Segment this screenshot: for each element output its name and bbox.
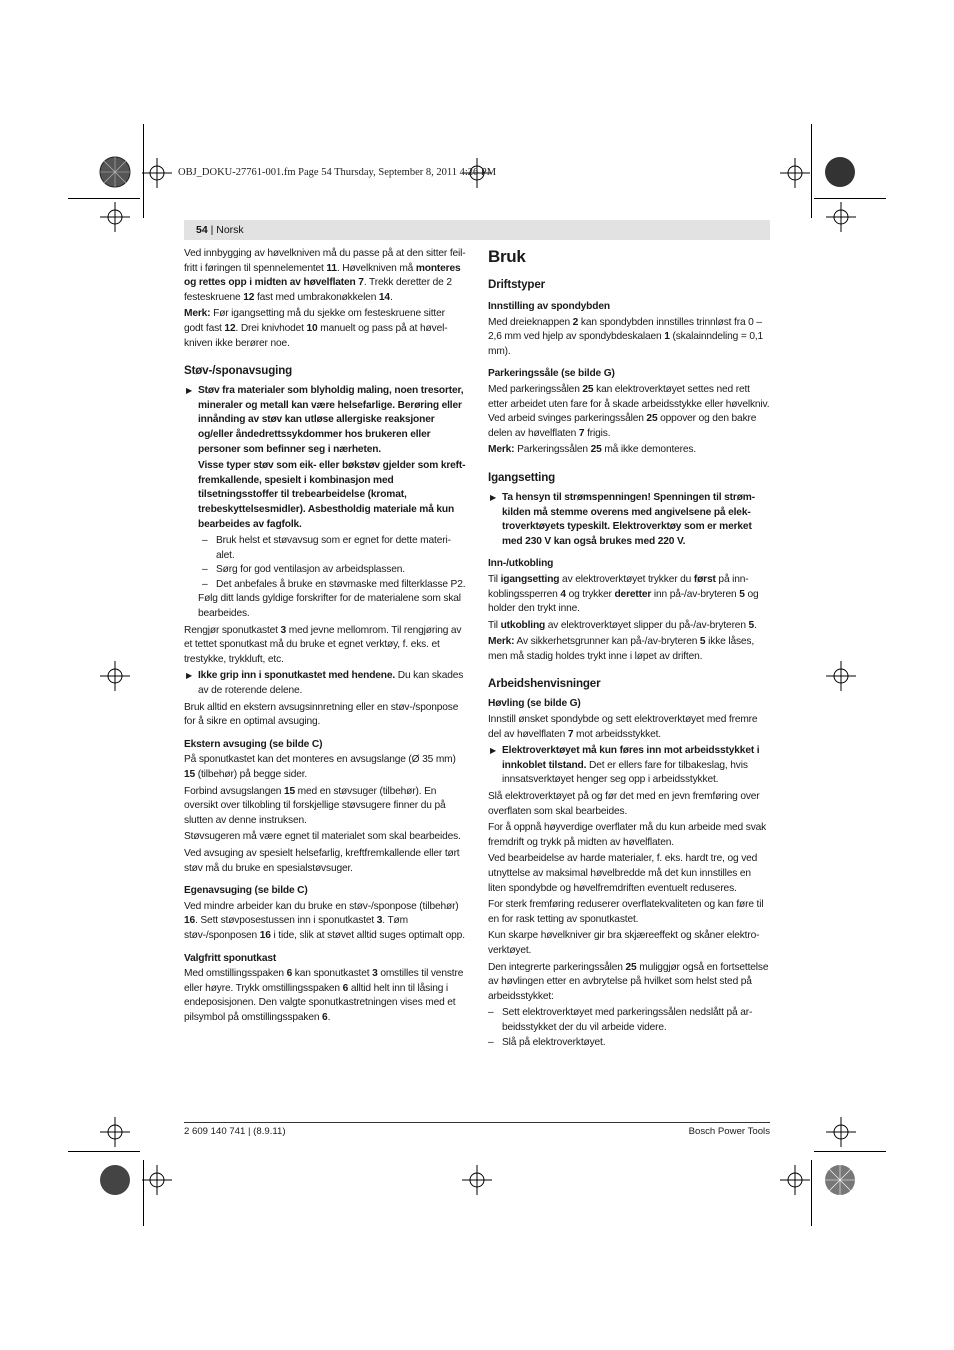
bold-text: Elektroverktøyet må kun føres inn mot arbeidsstykket i innkoblet tilstand.	[502, 745, 760, 771]
text-run: med en støvsuger (tilbehør). En oversikt over tilkobling til forskjellige støvsugere finner du på slutten av denne instruksen.	[184, 785, 446, 826]
paragraph: Bruk alltid en ekstern avsugsinnretning eller en støv-/sponpose for å sikre en optimal avsuging.	[184, 701, 459, 728]
text-run: av elektroverktøyet slipper du på-/av-bryteren	[545, 619, 749, 631]
crosshair-mark	[100, 202, 130, 232]
crop-line	[143, 1160, 144, 1226]
paragraph: Ved avsuging av spesielt helsefarlig, kreftfremkallende eller tørt støv må du bruke en spesialstøvsuger.	[184, 847, 460, 874]
text-run: . Drei knivhodet	[235, 322, 307, 334]
text-run: kan sponutkastet	[292, 968, 373, 980]
note-paragraph	[488, 443, 770, 458]
registration-mark-bottom-right	[820, 1158, 860, 1202]
registration-mark-top-left	[95, 150, 135, 194]
paragraph: Følg ditt lands gyldige forskrifter for de materialene som skal bearbeides.	[198, 593, 461, 620]
registration-mark-bottom-left	[95, 1158, 135, 1202]
text-run: .	[754, 619, 757, 631]
warning-text: Visse typer støv som eik- eller bøkstøv gjelder som kreftfremkallende, spesielt i kombinasjon med tilsetningsstoffer til trebearbeidelse (kromat, trebeskyttelsesmidler). Asbestholdig materiale må kun bearbeides av fagfolk.	[198, 460, 466, 530]
paragraph	[184, 785, 466, 829]
crop-line	[811, 1160, 812, 1226]
bold-text: 25	[582, 383, 594, 395]
text-run: Innstill ønsket spondybde og sett elektroverktøyet med fremre del av høvelflaten	[488, 714, 758, 740]
text-run: alltid helt inn til låsing i endeposisjonen. Den valgte sponutkastretningen vises med et pilsymbol på omstillingsspaken	[184, 982, 456, 1023]
print-header: OBJ_DOKU-27761-001.fm Page 54 Thursday, September 8, 2011 4:26 PM	[178, 167, 497, 178]
bold-text: 3	[280, 624, 287, 636]
text-run: (skalainndeling = 0,1 mm).	[488, 331, 764, 357]
page-number: 54	[196, 224, 208, 236]
bold-text: 6	[342, 982, 349, 994]
bold-text: 2	[572, 316, 579, 328]
text-run: Før igangsetting må du sjekke om festeskruene sitter godt fast	[184, 308, 445, 334]
paragraph	[184, 624, 466, 668]
bold-text: 25	[646, 413, 658, 425]
crop-line	[811, 124, 812, 218]
text-run: På sponutkastet kan det monteres en avsugslange (Ø 35 mm)	[184, 754, 456, 766]
paragraph	[184, 753, 466, 782]
bold-text: 16	[259, 929, 271, 941]
paragraph	[488, 573, 770, 617]
text-run: Med parkeringssålen	[488, 383, 583, 395]
bold-text: 12	[243, 291, 255, 303]
crop-line	[814, 1151, 886, 1152]
text-run: i tide, slik at støvet alltid suges optimalt opp.	[270, 929, 465, 941]
text-run: Forbind avsugslangen	[184, 785, 284, 797]
paragraph	[184, 900, 466, 944]
warning-bullet	[488, 491, 770, 549]
text-run: . Tøm støv-/sponposen	[184, 915, 408, 941]
paragraph	[184, 967, 466, 1025]
text-run: Rengjør sponutkastet	[184, 624, 281, 636]
right-column	[488, 247, 770, 1050]
paragraph: For å oppnå høyverdige overflater må du kun arbeide med svak fremdrift og trykk på midten av høvelflaten.	[488, 822, 767, 848]
bold-text: utkobling	[500, 619, 546, 631]
paragraph	[488, 619, 770, 634]
list-item: – Bruk helst et støvavsug som er egnet for dette materialet.	[184, 534, 466, 563]
bold-text: deretter	[614, 588, 652, 600]
crosshair-mark	[142, 1165, 172, 1195]
bold-text: 1	[664, 331, 670, 343]
bold-text: Merk:	[184, 308, 211, 320]
paragraph: For sterk fremføring reduserer overflatekvaliteten og kan føre til en for rask tetting av sponutkastet.	[488, 899, 764, 925]
bold-text: Ikke grip inn i sponutkastet med hendene.	[198, 670, 396, 682]
bold-text: 6	[322, 1011, 328, 1023]
bold-text: Merk:	[488, 636, 515, 648]
paragraph	[184, 247, 466, 305]
text-run: må ikke demonteres.	[601, 444, 697, 456]
text-run: frigis.	[584, 427, 611, 439]
warning-text: Støv fra materialer som blyholdig maling, noen tresorter, mineraler og metall kan være helsefarlige. Berøring eller innånding av støv kan utløse allergiske reaksjoner og/eller åndedrettssykdommer hos brukeren eller personer som befinner seg i nærheten.	[198, 385, 464, 455]
paragraph	[184, 459, 466, 532]
text-run: Det er ellers fare for tilbakeslag, hvis innsatsverktøyet henger seg opp i arbeidsstykket.	[502, 759, 748, 786]
text-run: ikke låses, men må stadig holdes trykt inne i løpet av driften.	[488, 636, 755, 662]
text-run: Ved mindre arbeider kan du bruke en støv-/sponpose (tilbehør)	[184, 900, 459, 912]
note-paragraph	[488, 635, 770, 664]
list-item: – Det anbefales å bruke en støvmaske med filterklasse P2.	[184, 578, 466, 593]
bold-text: 15	[184, 769, 196, 780]
crosshair-mark	[462, 1165, 492, 1195]
section-heading: Arbeidshenvisninger	[488, 677, 601, 691]
bold-text: 25	[625, 961, 637, 973]
bold-text: 25	[590, 444, 602, 456]
footer-rule	[184, 1122, 770, 1123]
text-run: .	[327, 1011, 331, 1023]
text-run: Til	[488, 619, 501, 631]
left-column	[184, 247, 466, 1028]
crosshair-mark	[100, 661, 130, 691]
bold-text: igangsetting	[500, 573, 560, 585]
warning-bullet	[184, 669, 466, 698]
bold-text: 3	[376, 915, 383, 927]
text-run: muliggjør også en fortsettelse av høvlingen etter en avbrytelse på hvilket som helst sted på arbeidsstykket:	[488, 961, 769, 1002]
crosshair-mark	[826, 1117, 856, 1147]
bold-text: 15	[283, 785, 295, 797]
bold-text: 11	[326, 262, 337, 274]
list-item: – Sørg for god ventilasjon av arbeidsplassen.	[184, 563, 466, 578]
registration-mark-top-right	[820, 150, 860, 194]
page-header: 54 | Norsk	[196, 224, 244, 236]
bold-text: 5	[739, 588, 745, 600]
text-run: oppover og den bakre delen av høvelflaten	[488, 413, 757, 439]
bold-text: 7	[578, 427, 585, 439]
bold-text: Merk:	[488, 444, 515, 456]
paragraph: Kun skarpe høvelkniver gir bra skjæreeffekt og skåner elektroverktøyet.	[488, 930, 760, 956]
paragraph	[488, 961, 770, 1005]
chapter-heading: Bruk	[488, 247, 526, 266]
text-run: og holder den trykt inne.	[488, 588, 759, 615]
paragraph	[488, 383, 770, 441]
text-run: Med omstillingsspaken	[184, 968, 287, 980]
subsection-heading: Innstilling av spondybden	[488, 301, 610, 312]
text-run: av elektroverktøyet trykker du	[559, 573, 694, 585]
bold-text: 5	[699, 636, 706, 648]
warning-text: Ta hensyn til strømspenningen! Spenningen til strømkilden må stemme overens med angivelsene på elektroverktøyets typeskilt. Elektroverktøy som er merket med 230 V kan også brukes med 220 V.	[502, 491, 756, 547]
bold-text: 14	[378, 291, 390, 303]
subsection-heading: Egenavsuging (se bilde C)	[184, 885, 308, 897]
crop-line	[143, 124, 144, 218]
crop-line	[68, 198, 140, 199]
text-run: kan elektroverktøyet settes ned rett etter arbeidet uten fare for å skade arbeidsstykke eller høvelkniv. Ved arbeid svinges parkeringssålen	[488, 383, 770, 425]
text-run: kan spondybden innstilles trinnløst fra 0 – 2,6 mm ved hjelp av spondybdeskalaen	[488, 316, 762, 343]
text-run: Ved innbygging av høvelkniven må du passe på at den sitter feilfritt i føringen til spennelementet	[184, 248, 466, 274]
subsection-heading: Parkeringssåle (se bilde G)	[488, 368, 615, 380]
text-run: fast med umbrakonøkkelen	[254, 291, 379, 303]
subsection-heading: Ekstern avsuging (se bilde C)	[184, 738, 323, 750]
text-run: inn på-/av-bryteren	[651, 588, 740, 600]
text-run: omstilles til venstre eller høyre. Trykk omstillingsspaken	[184, 968, 464, 994]
subsection-heading: Inn-/utkobling	[488, 558, 554, 570]
crosshair-mark	[780, 1165, 810, 1195]
bold-text: 5	[748, 619, 755, 631]
bold-text: først	[693, 573, 716, 585]
crosshair-mark	[100, 1117, 130, 1147]
crop-line	[68, 1151, 140, 1152]
crosshair-mark	[826, 661, 856, 691]
bold-text: 4	[560, 588, 566, 600]
paragraph: Ved bearbeidelse av harde materialer, f. eks. hardt tre, og ved utnyttelse av maksimal høvelbredde må det kun innstilles en liten spondybde og høvelfremdriften eventuelt reduseres.	[488, 853, 758, 894]
bold-text: 10	[306, 322, 318, 334]
text-run: Av sikkerhetsgrunner kan på-/av-bryteren	[514, 636, 700, 648]
section-heading: Støv-/sponavsuging	[184, 364, 293, 378]
paragraph	[488, 713, 770, 742]
text-run: og trykker	[565, 588, 615, 600]
subsection-heading: Valgfritt sponutkast	[184, 952, 277, 964]
text-run: .	[389, 291, 393, 303]
text-run: Du kan skades av de roterende delene.	[198, 670, 464, 697]
bold-text: 12	[224, 322, 236, 334]
subsection-heading: Høvling (se bilde G)	[488, 698, 581, 710]
footer-doc-number: 2 609 140 741 | (8.9.11)	[184, 1126, 286, 1137]
bold-text: 3	[372, 968, 378, 980]
text-run: manuelt og pass på at høvelkniven ikke berører noe.	[184, 322, 448, 349]
text-run: Til	[488, 573, 501, 585]
bold-text: 6	[286, 968, 293, 980]
bold-text: 16	[184, 915, 196, 927]
text-run: . Sett støvposestussen inn i sponutkastet	[195, 915, 377, 927]
text-run: mot arbeidsstykket.	[573, 728, 661, 740]
section-name: Norsk	[216, 224, 244, 236]
text-run: . Høvelkniven må	[336, 262, 416, 274]
text-run: på innkoblingssperren	[488, 573, 749, 600]
text-run: Den integrerte parkeringssålen	[488, 961, 626, 973]
list-item: – Slå på elektroverktøyet.	[488, 1036, 770, 1051]
footer-brand: Bosch Power Tools	[688, 1126, 770, 1137]
text-run: (tilbehør) på begge sider.	[195, 769, 308, 780]
text-run: Med dreieknappen	[488, 316, 573, 328]
paragraph	[488, 316, 770, 360]
section-heading: Driftstyper	[488, 278, 545, 291]
bold-text: 7	[567, 728, 574, 740]
warning-bullet	[488, 744, 770, 788]
page-header-bar	[184, 220, 770, 240]
text-run: Parkeringssålen	[514, 444, 591, 456]
bold-text: monteres og rettes opp i midten av høvelflaten 7	[184, 262, 461, 289]
crosshair-mark	[780, 158, 810, 188]
section-heading: Igangsetting	[488, 470, 556, 484]
text-run: . Trekk deretter de 2 festeskruene	[184, 277, 452, 303]
crosshair-mark	[142, 158, 172, 188]
crosshair-mark	[826, 202, 856, 232]
crop-line	[814, 198, 886, 199]
warning-bullet	[184, 384, 466, 457]
text-run: med jevne mellomrom. Til rengjøring av et tettet sponutkast må du bruke et egnet verktøy, f. eks. et trestykke, trykkluft, etc.	[184, 624, 462, 665]
list-item: – Sett elektroverktøyet med parkeringssålen nedslått på arbeidsstykket der du vil arbeide videre.	[488, 1006, 770, 1035]
paragraph: Slå elektroverktøyet på og før det med en jevn fremføring over overflaten som skal bearbeides.	[488, 791, 760, 817]
note-paragraph	[184, 307, 466, 351]
paragraph: Støvsugeren må være egnet til materialet som skal bearbeides.	[184, 831, 461, 843]
